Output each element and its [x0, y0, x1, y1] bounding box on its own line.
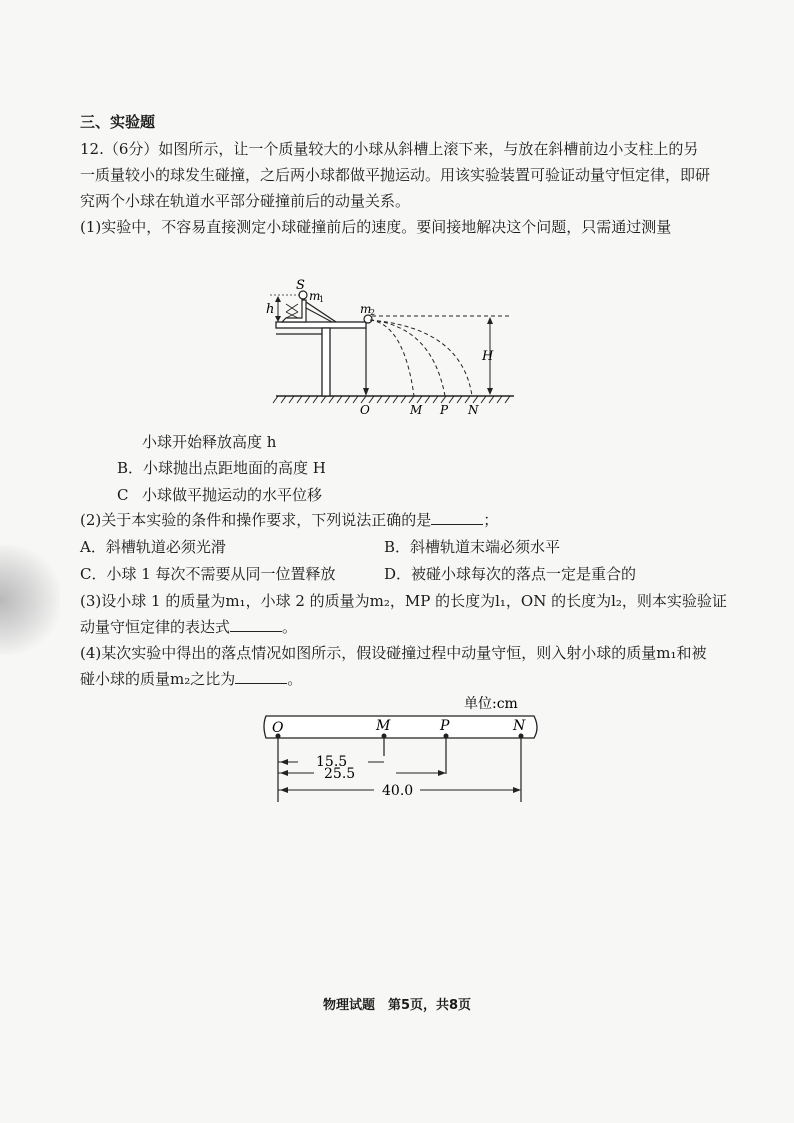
part4-text: 碰小球的质量m₂之比为 — [80, 670, 236, 688]
strip-label-O: O — [272, 720, 284, 736]
part4-end: 。 — [287, 670, 303, 688]
label-m1-sub: 1 — [319, 295, 325, 304]
label-M: M — [410, 403, 423, 417]
q12-part2 — [80, 510, 498, 530]
option-c: 小球做平抛运动的水平位移 — [142, 486, 323, 504]
apparatus-figure — [262, 278, 522, 418]
option-b: B．小球抛出点距地面的高度 H — [117, 459, 326, 477]
label-m2: m — [360, 302, 372, 316]
unit-label: 单位:cm — [464, 696, 518, 712]
label-N: N — [468, 403, 479, 417]
q12-part4-line1: (4)某次实验中得出的落点情况如图所示，假设碰撞过程中动量守恒，则入射小球的质量m₁和被 — [80, 644, 707, 662]
q12-part4-line2 — [80, 669, 302, 689]
part2-option-b: B．斜槽轨道末端必须水平 — [384, 538, 561, 556]
q12-line3: 究两个小球在轨道水平部分碰撞前后的动量关系。 — [80, 192, 411, 210]
option-a: 小球开始释放高度 h — [142, 433, 277, 451]
distance-ON: 40.0 — [382, 783, 414, 799]
section-title: 三、实验题 — [80, 113, 156, 131]
label-O: O — [360, 403, 370, 417]
part2-option-d: D．被碰小球每次的落点一定是重合的 — [384, 565, 637, 583]
q12-line1: 12.（6分）如图所示，让一个质量较大的小球从斜槽上滚下来，与放在斜槽前边小支柱上的另 — [80, 140, 699, 158]
part2-text: (2)关于本实验的条件和操作要求，下列说法正确的是 — [80, 511, 432, 529]
part2-blank — [431, 510, 483, 525]
distance-OM: 15.5 — [316, 754, 348, 770]
part3-blank — [230, 617, 282, 632]
q12-part1: (1)实验中，不容易直接测定小球碰撞前后的速度。要间接地解决这个问题，只需通过测量 — [80, 218, 672, 236]
part2-option-a: A．斜槽轨道必须光滑 — [80, 538, 226, 556]
part4-blank — [235, 669, 287, 684]
label-P: P — [440, 403, 449, 417]
label-h: h — [266, 302, 275, 317]
label-m1: m — [309, 289, 321, 303]
part2-option-c: C．小球 1 每次不需要从同一位置释放 — [80, 565, 336, 583]
part3-text: 动量守恒定律的表达式 — [80, 618, 231, 636]
q12-part3-line2 — [80, 617, 297, 637]
label-H: H — [482, 349, 494, 364]
distance-OP: 25.5 — [324, 766, 356, 782]
label-m2-sub: 2 — [370, 308, 376, 317]
q12-line2: 一质量较小的球发生碰撞，之后两小球都做平抛运动。用该实验装置可验证动量守恒定律，即研 — [80, 166, 711, 184]
option-c-letter: C — [117, 486, 129, 504]
scan-smudge — [0, 545, 60, 655]
strip-label-P: P — [440, 718, 450, 734]
strip-label-M: M — [376, 718, 391, 734]
page-footer: 物理试题 第5页，共8页 — [322, 998, 472, 1013]
label-S: S — [296, 278, 305, 293]
part3-end: 。 — [282, 618, 298, 636]
q12-part3-line1: (3)设小球 1 的质量为m₁，小球 2 的质量为m₂，MP 的长度为l₁，ON 的长度为l₂，则本实验验证 — [80, 592, 727, 610]
landing-points-figure — [258, 690, 548, 810]
strip-label-N: N — [513, 718, 526, 734]
part2-end: ； — [483, 511, 499, 529]
